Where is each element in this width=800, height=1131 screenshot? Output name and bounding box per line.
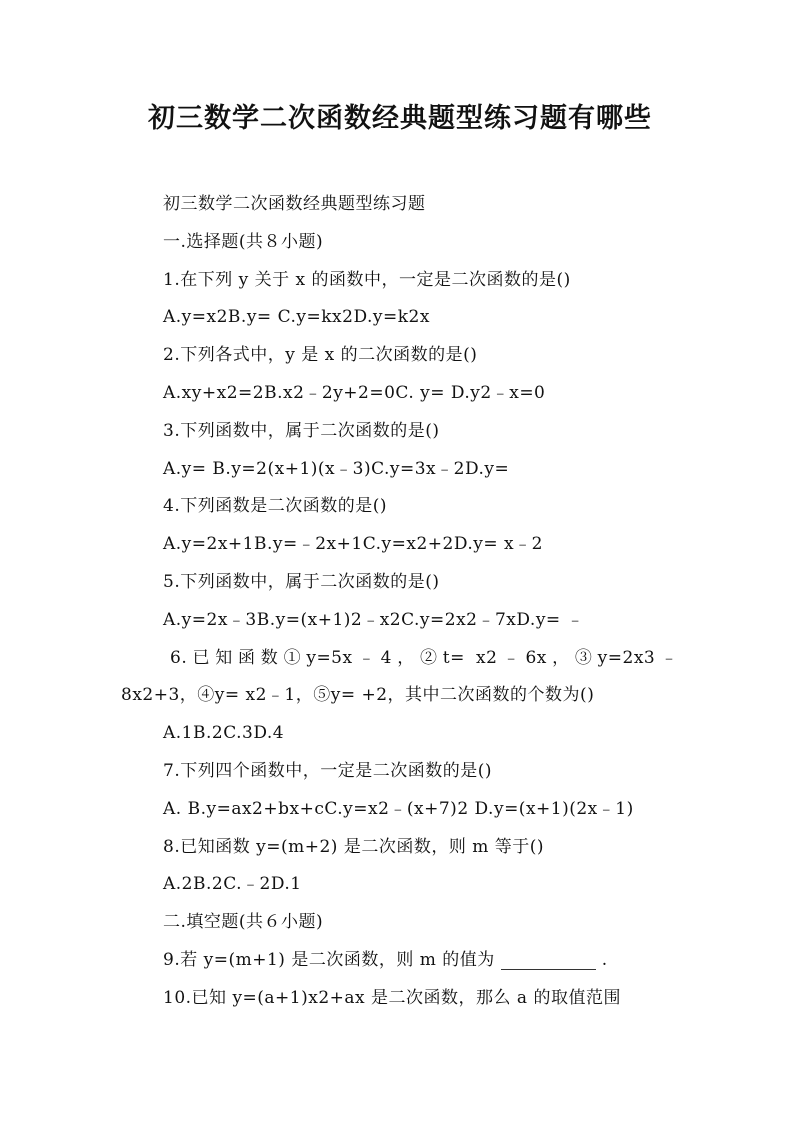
document-title: 初三数学二次函数经典题型练习题有哪些: [148, 103, 652, 134]
question-2-options: A.xy+x2=2B.x2﹣2y+2=0C. y= D.y2﹣x=0: [163, 382, 546, 403]
question-5: 5.下列函数中，属于二次函数的是(): [163, 571, 440, 592]
question-6-line-1: 6.已知函数①y=5x﹣4，②t= x2﹣6x，③y=2x3﹣: [170, 647, 678, 668]
question-9-text: 9.若 y=(m+1) 是二次函数，则 m 的值为: [163, 949, 495, 970]
document-body: [0, 186, 800, 1018]
question-1: 1.在下列 y 关于 x 的函数中，一定是二次函数的是(): [163, 269, 571, 290]
question-4-options: A.y=2x+1B.y=﹣2x+1C.y=x2+2D.y= x﹣2: [163, 534, 543, 555]
question-6-options: A.1B.2C.3D.4: [163, 723, 285, 744]
question-2: 2.下列各式中，y 是 x 的二次函数的是(): [163, 345, 478, 366]
question-3-options: A.y= B.y=2(x+1)(x﹣3)C.y=3x﹣2D.y=: [163, 458, 510, 479]
question-4: 4.下列函数是二次函数的是(): [163, 496, 387, 517]
question-6-line-2: 8x2+3，④y= x2﹣1，⑤y= +2，其中二次函数的个数为(): [121, 685, 595, 706]
question-9-period: .: [601, 949, 608, 970]
question-7: 7.下列四个函数中，一定是二次函数的是(): [163, 760, 492, 781]
answer-blank: [501, 951, 596, 970]
question-8: 8.已知函数 y=(m+2) 是二次函数，则 m 等于(): [163, 836, 545, 857]
question-5-options: A.y=2x﹣3B.y=(x+1)2﹣x2C.y=2x2﹣7xD.y= ﹣: [163, 609, 585, 630]
section-heading-choice: 一.选择题(共８小题): [163, 231, 324, 252]
subtitle: 初三数学二次函数经典题型练习题: [163, 194, 426, 214]
question-3: 3.下列函数中，属于二次函数的是(): [163, 420, 440, 441]
question-8-options: A.2B.2C.﹣2D.1: [163, 874, 302, 895]
question-10: 10.已知 y=(a+1)x2+ax 是二次函数，那么 a 的取值范围: [163, 987, 621, 1008]
question-1-options: A.y=x2B.y= C.y=kx2D.y=k2x: [163, 307, 430, 328]
section-heading-fill: 二.填空题(共６小题): [163, 912, 324, 933]
question-9: [0, 942, 800, 980]
question-7-options: A. B.y=ax2+bx+cC.y=x2﹣(x+7)2 D.y=(x+1)(2x﹣1): [163, 798, 634, 819]
